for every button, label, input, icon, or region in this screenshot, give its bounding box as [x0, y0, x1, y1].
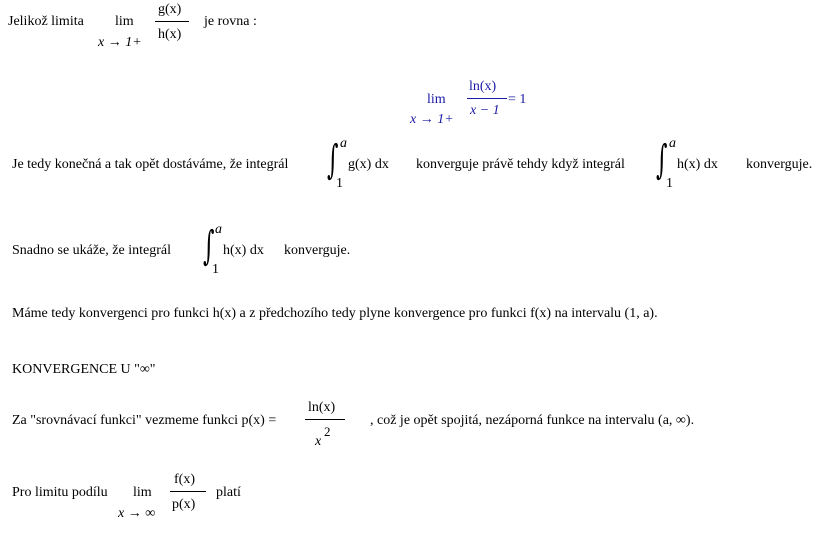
integral3-body: h(x) dx	[223, 243, 264, 258]
p-numerator: ln(x)	[308, 400, 336, 415]
limit-operator: lim	[115, 14, 134, 29]
result-equals: = 1	[508, 92, 527, 107]
integral1-body: g(x) dx	[348, 157, 389, 172]
ratio-numerator: f(x)	[174, 472, 195, 487]
intro-text: Jelikož limita	[8, 14, 84, 29]
p-fraction-bar	[305, 419, 345, 420]
integral-sign-icon: ∫	[203, 223, 215, 269]
result-denominator: x − 1	[470, 103, 500, 118]
limit-operator: lim	[133, 485, 152, 500]
integral3-upper: a	[215, 222, 222, 237]
integral2-lower: 1	[666, 176, 673, 191]
integral2-body: h(x) dx	[677, 157, 718, 172]
integral-sign-icon: ∫	[656, 137, 668, 183]
line4-text: Máme tedy konvergenci pro funkci h(x) a z předchozího tedy plyne konvergence pro funkci f(x) na intervalu (1, a).	[12, 306, 658, 321]
fraction-denominator: h(x)	[158, 27, 182, 42]
line6-text1: Pro limitu podílu	[12, 485, 108, 500]
integral2-upper: a	[669, 136, 676, 151]
line5-text2: , což je opět spojitá, nezáporná funkce na intervalu (a, ∞).	[370, 413, 695, 428]
result-numerator: ln(x)	[469, 79, 497, 94]
section-heading: KONVERGENCE U "∞"	[12, 362, 156, 377]
ratio-denominator: p(x)	[172, 497, 196, 512]
integral3-lower: 1	[212, 262, 219, 277]
ratio-fraction-bar	[170, 491, 206, 492]
p-denominator: x	[315, 434, 322, 449]
line2-text3: konverguje.	[746, 157, 813, 172]
line3-text2: konverguje.	[284, 243, 351, 258]
result-limit-operator: lim	[427, 92, 446, 107]
result-limit-subscript: x → 1+	[410, 112, 454, 127]
line5-text1: Za "srovnávací funkci" vezmeme funkci p(x) =	[12, 413, 277, 428]
line6-text2: platí	[216, 485, 241, 500]
fraction-numerator: g(x)	[158, 2, 182, 17]
line3-text1: Snadno se ukáže, že integrál	[12, 243, 171, 258]
after-text: je rovna :	[204, 14, 257, 29]
integral-sign-icon: ∫	[327, 137, 339, 183]
integral1-upper: a	[340, 136, 347, 151]
result-fraction-bar	[467, 98, 507, 99]
integral1-lower: 1	[336, 176, 343, 191]
p-denominator-exponent: 2	[324, 424, 331, 439]
limit-subscript: x → 1+	[98, 35, 142, 50]
limit-subscript: x → ∞	[118, 506, 156, 521]
line2-text1: Je tedy konečná a tak opět dostáváme, že integrál	[12, 157, 289, 172]
line2-text2: konverguje právě tehdy když integrál	[416, 157, 625, 172]
fraction-bar	[155, 21, 189, 22]
